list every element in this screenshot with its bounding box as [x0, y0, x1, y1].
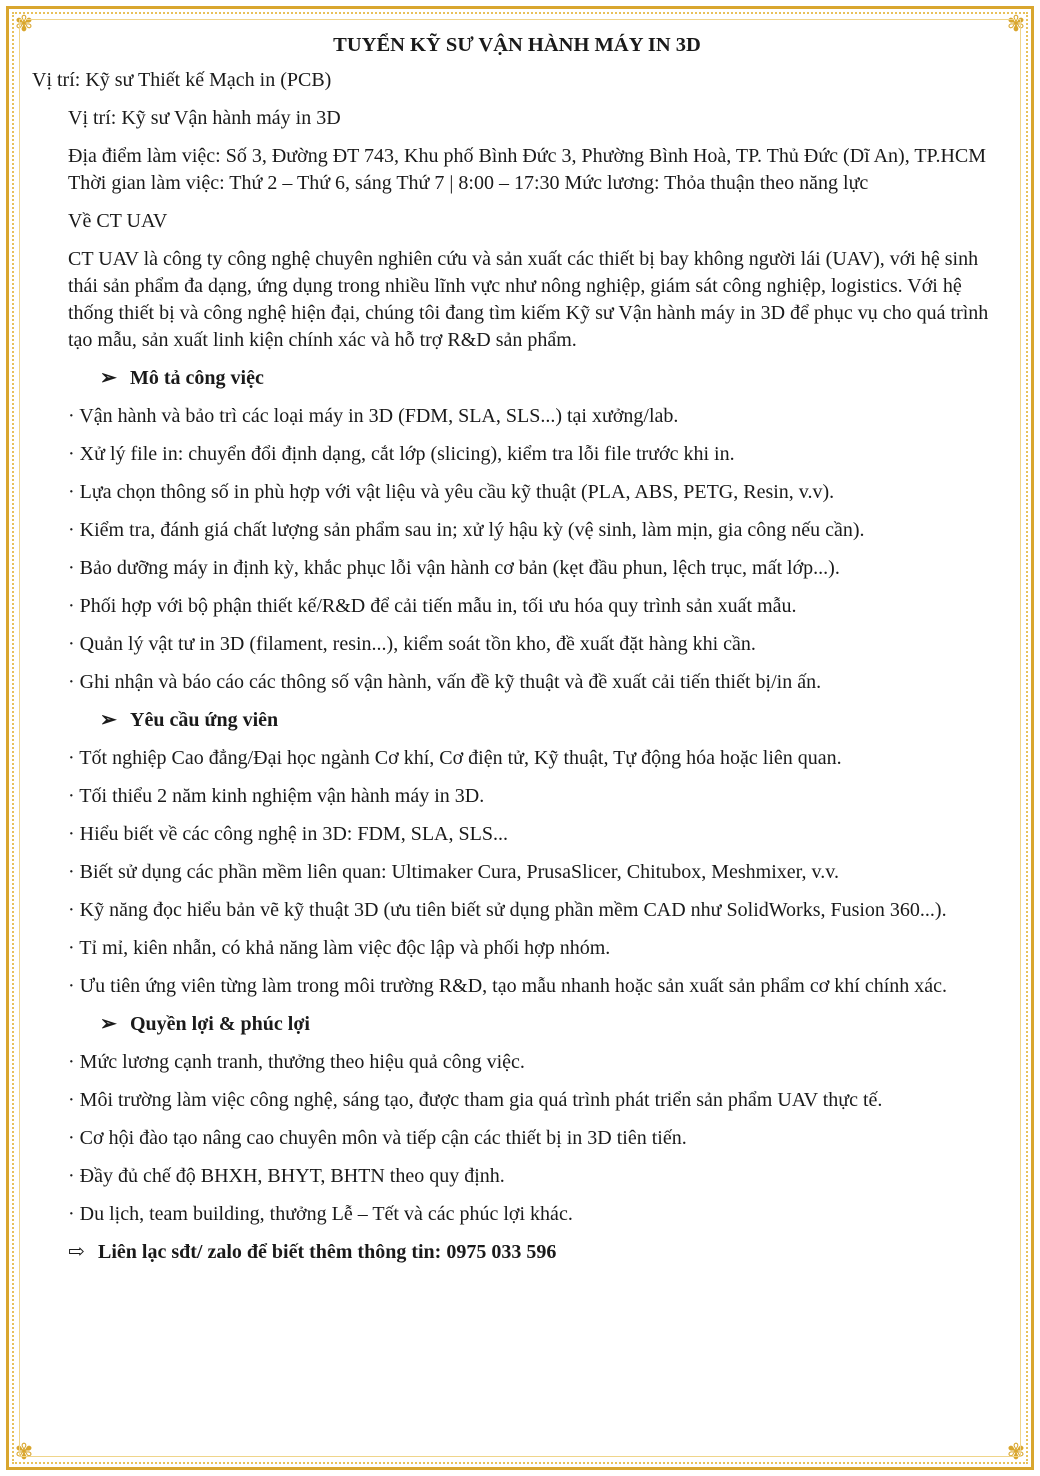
list-item: · Đầy đủ chế độ BHXH, BHYT, BHTN theo quy định.: [68, 1165, 505, 1187]
list-item: · Kỹ năng đọc hiểu bản vẽ kỹ thuật 3D (ưu tiên biết sử dụng phần mềm CAD như SolidWorks, Fusion 360...).: [68, 899, 947, 921]
list-item: · Vận hành và bảo trì các loại máy in 3D (FDM, SLA, SLS...) tại xưởng/lab.: [68, 405, 679, 427]
list-item: · Ghi nhận và báo cáo các thông số vận hành, vấn đề kỹ thuật và đề xuất cải tiến thiết bị/in ấn.: [68, 671, 822, 693]
list-item: · Du lịch, team building, thưởng Lễ – Tết và các phúc lợi khác.: [68, 1203, 573, 1225]
list-item: · Xử lý file in: chuyển đổi định dạng, cắt lớp (slicing), kiểm tra lỗi file trước khi in.: [68, 443, 735, 465]
location-line: Địa điểm làm việc: Số 3, Đường ĐT 743, Khu phố Bình Đức 3, Phường Bình Hoà, TP. Thủ Đức (Dĩ An), TP.HCM Thời gian làm việc: Thứ 2 – Thứ 6, sáng Thứ 7 | 8:00 – 17:30 Mức lương: Thỏa thuận theo năng lực: [68, 145, 987, 194]
arrowhead-icon: ➢: [100, 367, 117, 389]
section-heading-requirements: ➢ Yêu cầu ứng viên: [32, 707, 1002, 734]
arrowhead-icon: ➢: [100, 709, 117, 731]
section-heading-benefits: ➢ Quyền lợi & phúc lợi: [32, 1011, 1002, 1038]
about-heading: Về CT UAV: [68, 210, 168, 232]
corner-ornament-icon: ✾: [1006, 1439, 1026, 1464]
list-item: · Biết sử dụng các phần mềm liên quan: Ultimaker Cura, PrusaSlicer, Chitubox, Meshmixer, v.v.: [68, 861, 839, 883]
list-item: · Ưu tiên ứng viên từng làm trong môi trường R&D, tạo mẫu nhanh hoặc sản xuất sản phẩm cơ khí chính xác.: [68, 975, 948, 997]
list-item: · Tối thiểu 2 năm kinh nghiệm vận hành máy in 3D.: [68, 785, 485, 807]
section-heading-duties: ➢ Mô tả công việc: [32, 365, 1002, 392]
document-body: [32, 30, 1002, 1266]
arrowhead-icon: ➢: [100, 1013, 117, 1035]
list-item: · Cơ hội đào tạo nâng cao chuyên môn và tiếp cận các thiết bị in 3D tiên tiến.: [68, 1127, 687, 1149]
position-3d: Vị trí: Kỹ sư Vận hành máy in 3D: [68, 107, 341, 129]
right-arrow-icon: ⇨: [68, 1241, 85, 1263]
list-item: · Tốt nghiệp Cao đẳng/Đại học ngành Cơ khí, Cơ điện tử, Kỹ thuật, Tự động hóa hoặc liên quan.: [68, 747, 842, 769]
contact-line: ⇨ Liên lạc sđt/ zalo để biết thêm thông tin: 0975 033 596: [32, 1239, 1002, 1266]
list-item: · Tỉ mỉ, kiên nhẫn, có khả năng làm việc độc lập và phối hợp nhóm.: [68, 937, 611, 959]
about-text: CT UAV là công ty công nghệ chuyên nghiên cứu và sản xuất các thiết bị bay không người lái (UAV), với hệ sinh thái sản phẩm đa dạng, ứng dụng trong nhiều lĩnh vực như nông nghiệp, giám sát công nghiệp, logistics. Với hệ thống thiết bị và công nghệ hiện đại, chúng tôi đang tìm kiếm Kỹ sư Vận hành máy in 3D để phục vụ cho quá trình tạo mẫu, sản xuất linh kiện chính xác và hỗ trợ R&D sản phẩm.: [68, 248, 989, 351]
list-item: · Mức lương cạnh tranh, thưởng theo hiệu quả công việc.: [68, 1051, 525, 1073]
corner-ornament-icon: ✾: [14, 11, 34, 36]
corner-ornament-icon: ✾: [14, 1439, 34, 1464]
list-item: · Bảo dưỡng máy in định kỳ, khắc phục lỗi vận hành cơ bản (kẹt đầu phun, lệch trục, mất lớp...).: [68, 557, 840, 579]
page-title: TUYỂN KỸ SƯ VẬN HÀNH MÁY IN 3D: [333, 34, 701, 56]
list-item: · Hiểu biết về các công nghệ in 3D: FDM, SLA, SLS...: [68, 823, 508, 845]
position-pcb: Vị trí: Kỹ sư Thiết kế Mạch in (PCB): [32, 69, 332, 91]
list-item: · Phối hợp với bộ phận thiết kế/R&D để cải tiến mẫu in, tối ưu hóa quy trình sản xuất mẫu.: [68, 595, 797, 617]
list-item: · Quản lý vật tư in 3D (filament, resin...), kiểm soát tồn kho, đề xuất đặt hàng khi cần.: [68, 633, 756, 655]
list-item: · Kiểm tra, đánh giá chất lượng sản phẩm sau in; xử lý hậu kỳ (vệ sinh, làm mịn, gia công nếu cần).: [68, 519, 865, 541]
list-item: · Lựa chọn thông số in phù hợp với vật liệu và yêu cầu kỹ thuật (PLA, ABS, PETG, Resin, v.v).: [68, 481, 835, 503]
list-item: · Môi trường làm việc công nghệ, sáng tạo, được tham gia quá trình phát triển sản phẩm UAV thực tế.: [68, 1089, 883, 1111]
corner-ornament-icon: ✾: [1006, 11, 1026, 36]
